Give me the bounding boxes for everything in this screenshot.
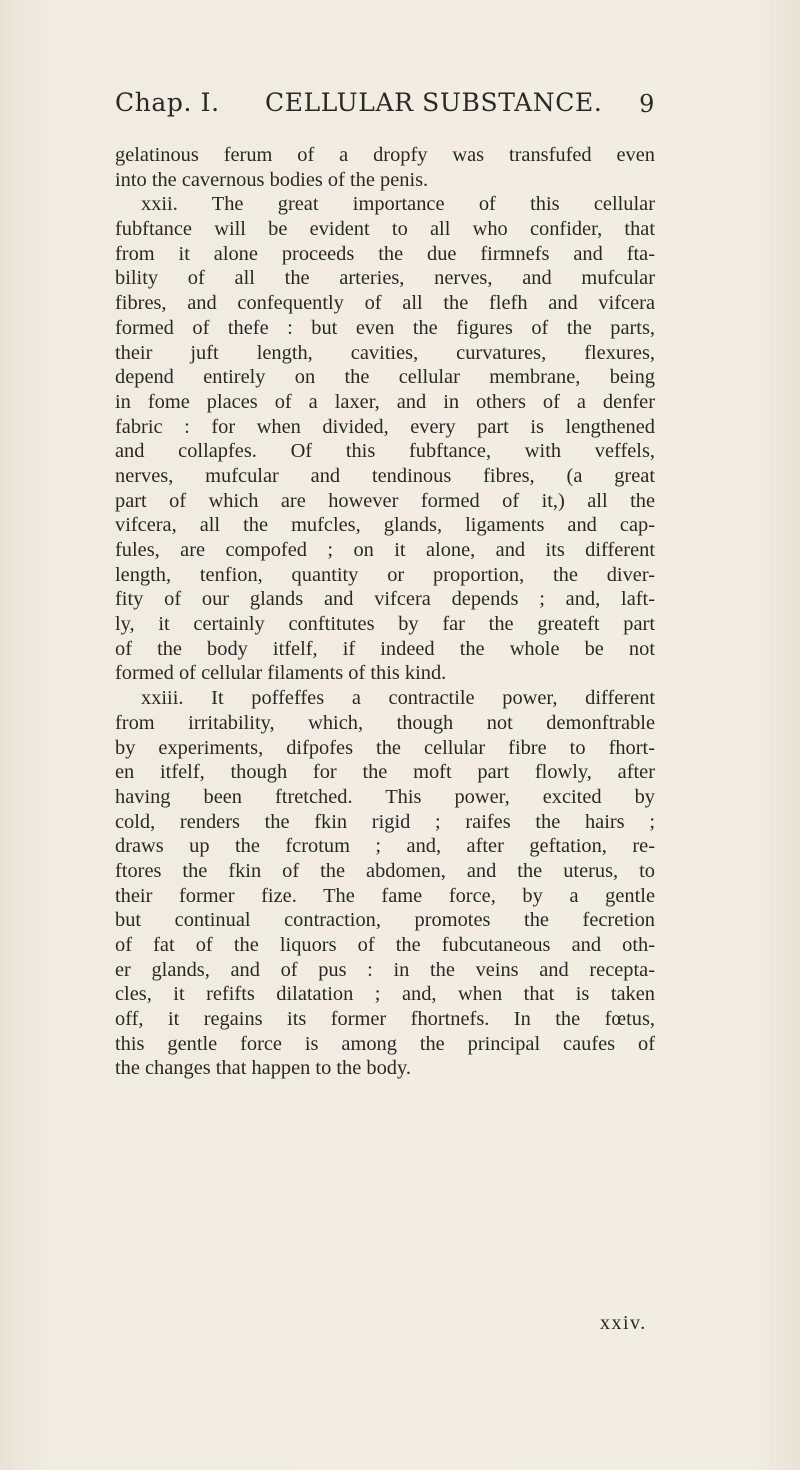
page-number: 9 [639,90,655,118]
text-line: cold, renders the fkin rigid ; raifes the hairs ; [115,810,655,833]
text-line: er glands, and of pus : in the veins and recepta- [115,958,655,981]
running-header [115,88,655,128]
text-line: ly, it certainly conftitutes by far the greateft part [115,613,655,636]
text-line: fity of our glands and vifcera depends ; and, laft- [115,588,655,611]
text-line: fibres, and confequently of all the flefh and vifcera [115,292,655,315]
catchword: xxiv. [600,1312,647,1334]
body-text [115,143,655,1081]
text-line: bility of all the arteries, nerves, and mufcular [115,267,655,290]
text-line: fubftance will be evident to all who confider, that [115,218,655,241]
text-line: ftores the fkin of the abdomen, and the uterus, to [115,859,655,882]
text-line: of fat of the liquors of the fubcutaneous and oth- [115,934,655,956]
chapter-title: CELLULAR SUBSTANCE. [265,88,603,117]
text-line: depend entirely on the cellular membrane, being [115,366,655,389]
text-line: from irritability, which, though not demonftrable [115,711,655,734]
text-line: their former fize. The fame force, by a gentle [115,884,655,907]
chapter-label: Chap. I. [115,88,220,117]
text-line: from it alone proceeds the due firmnefs and fta- [115,242,655,265]
text-line: fules, are compofed ; on it alone, and its different [115,539,655,561]
section-xxiii-start: xxiii. It poffeffes a contractile power, different [141,687,655,710]
text-line: the changes that happen to the body. [115,1057,411,1080]
text-line: in fome places of a laxer, and in others of a denfer [115,390,655,413]
text-line: formed of thefe : but even the figures of the parts, [115,316,655,339]
text-line: and collapfes. Of this fubftance, with veffels, [115,440,655,463]
text-line: cles, it refifts dilatation ; and, when that is taken [115,983,655,1006]
text-line: off, it regains its former fhortnefs. In the fœtus, [115,1008,655,1031]
text-line: nerves, mufcular and tendinous fibres, (a great [115,464,655,487]
text-line: of the body itfelf, if indeed the whole be not [115,637,655,660]
text-line: vifcera, all the mufcles, glands, ligaments and cap- [115,514,655,537]
text-line: fabric : for when divided, every part is lengthened [115,415,655,438]
section-xxii-start: xxii. The great importance of this cellular [141,193,655,216]
text-line: en itfelf, though for the moft part flowly, after [115,761,655,784]
text-line: draws up the fcrotum ; and, after geftation, re- [115,835,655,858]
text-line: by experiments, difpofes the cellular fibre to fhort- [115,736,655,759]
text-line: this gentle force is among the principal caufes of [115,1032,655,1055]
text-line: part of which are however formed of it,) all the [115,489,655,512]
text-line: but continual contraction, promotes the fecretion [115,909,655,932]
text-line: formed of cellular filaments of this kind. [115,662,447,685]
text-line: their juft length, cavities, curvatures, flexures, [115,341,655,364]
text-line: length, tenfion, quantity or proportion, the diver- [115,563,655,586]
text-line: gelatinous ferum of a dropfy was transfufed even [115,144,655,166]
text-line: having been ftretched. This power, excited by [115,785,655,808]
text-line: into the cavernous bodies of the penis. [115,168,429,191]
